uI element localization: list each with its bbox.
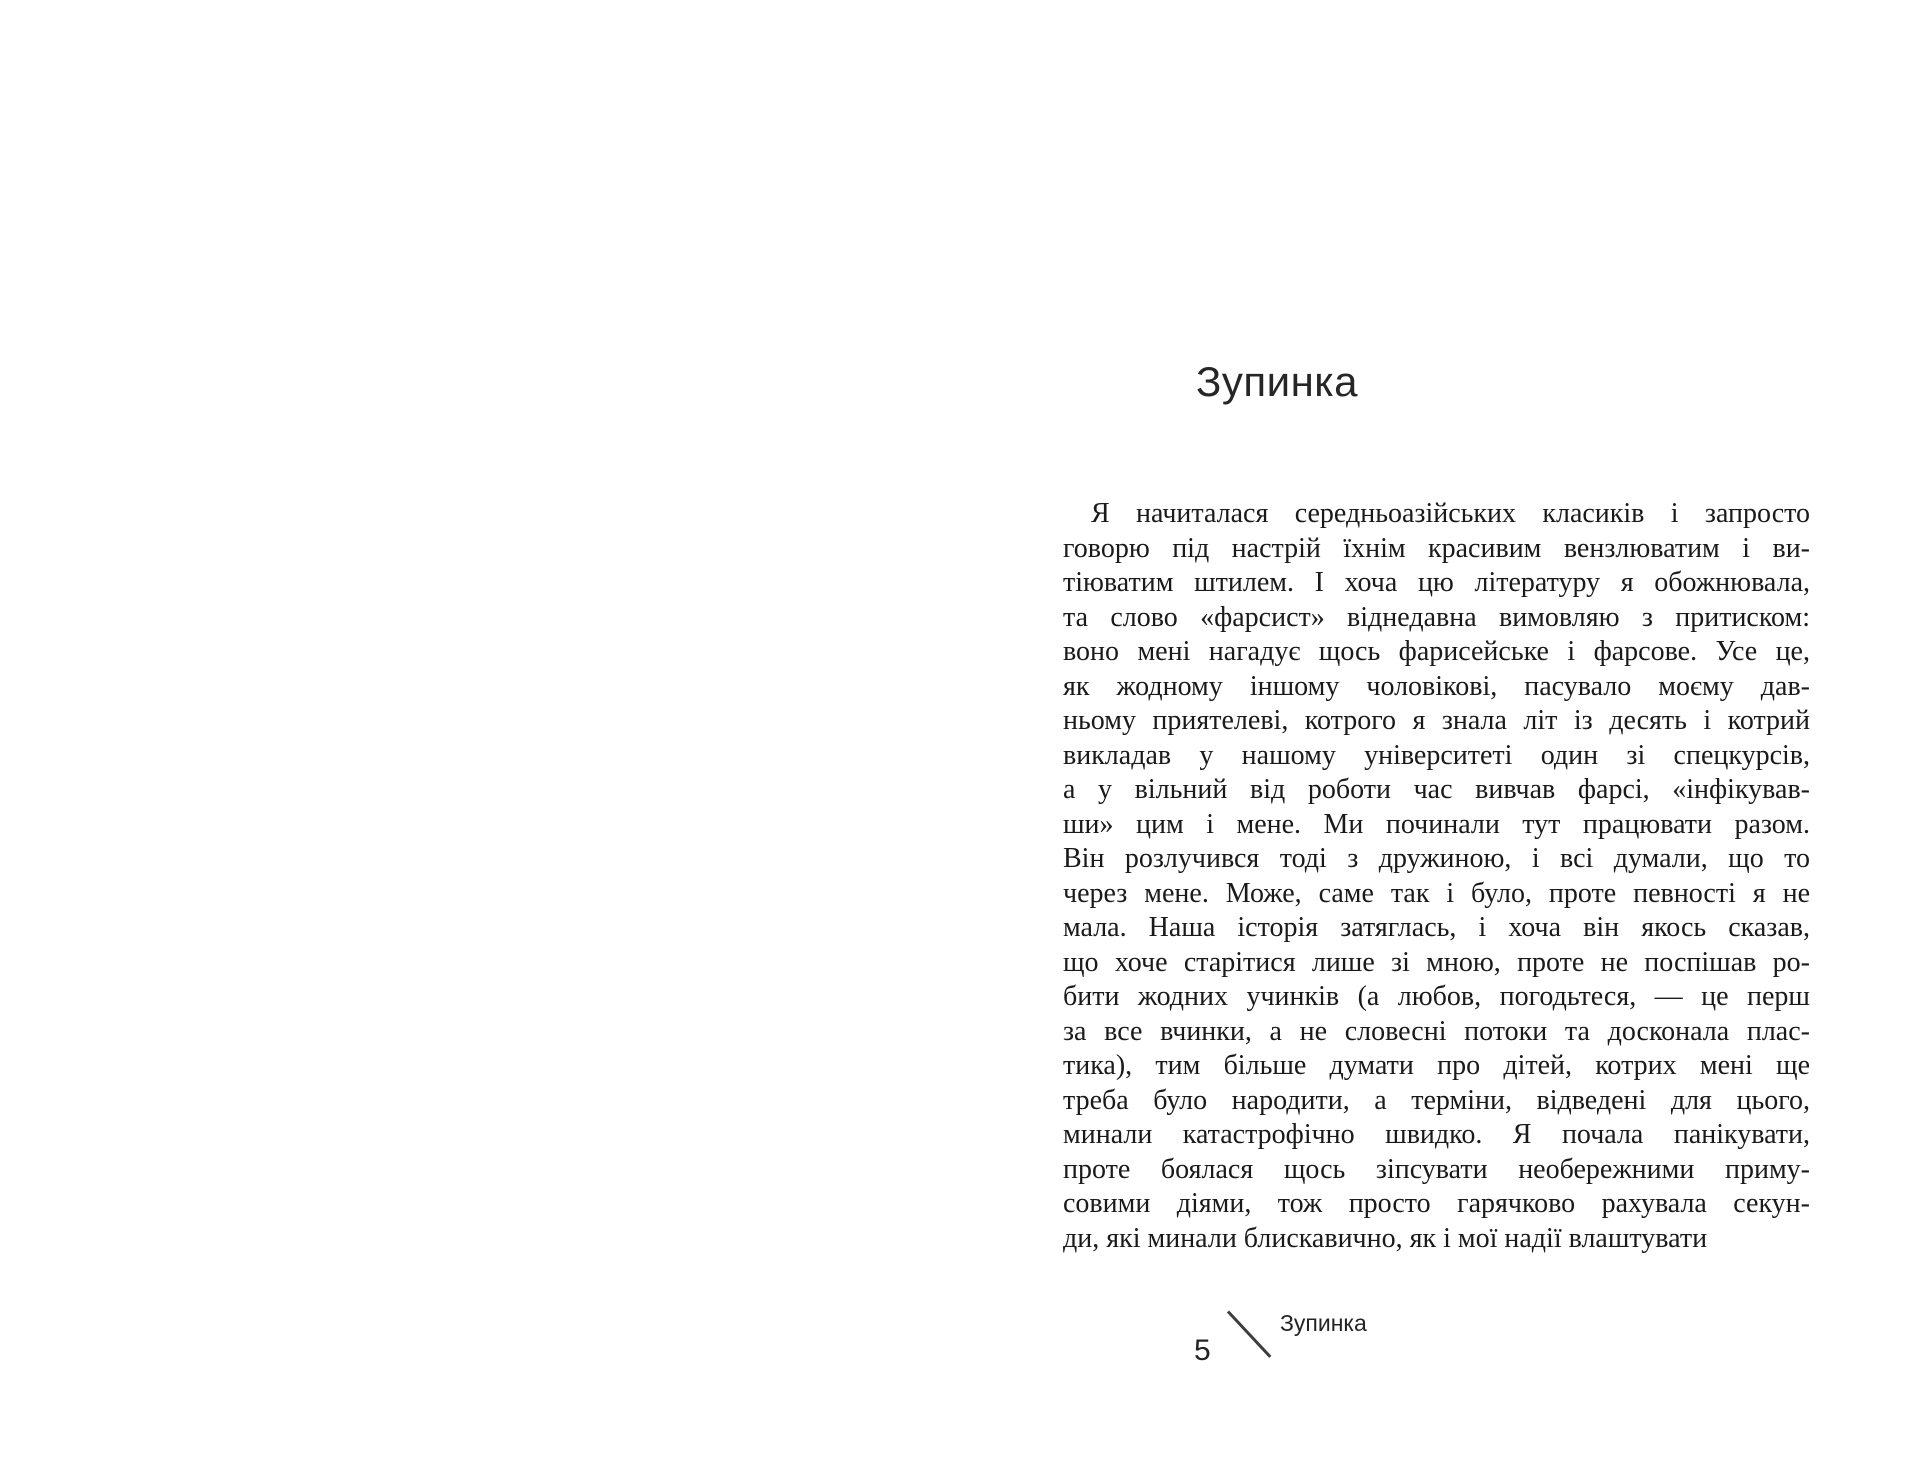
body-line: Він розлучився тоді з дружиною, і всі думали, що то	[1063, 843, 1810, 874]
chapter-title: Зупинка	[1196, 358, 1358, 405]
body-line: мала. Наша історія затяглась, і хоча він якось сказав,	[1063, 912, 1810, 943]
body-line: говорю під настрій їхнім красивим вензлюватим і ви-	[1063, 532, 1810, 564]
footer-chapter-label: Зупинка	[1280, 1310, 1367, 1336]
body-line: як жодному іншому чоловікові, пасувало моєму дав-	[1063, 670, 1810, 702]
diagonal-slash-line	[1227, 1310, 1271, 1357]
body-line: та слово «фарсист» віднедавна вимовляю з притиском:	[1063, 601, 1810, 633]
body-line: проте боялася щось зіпсувати необережними приму-	[1063, 1153, 1810, 1185]
body-line: через мене. Може, саме так і було, проте певності я не	[1063, 877, 1810, 909]
body-line: ди, які минали блискавично, як і мої надії влаштувати	[1063, 1222, 1708, 1254]
body-line: викладав у нашому університеті один зі спецкурсів,	[1063, 739, 1810, 771]
body-paragraph	[1063, 497, 1810, 1256]
body-line: совими діями, тож просто гарячково рахувала секун-	[1063, 1188, 1810, 1219]
body-line: за все вчинки, а не словесні потоки та досконала плас-	[1063, 1015, 1810, 1047]
body-line: що хоче старітися лише зі мною, проте не поспішав ро-	[1063, 946, 1810, 978]
body-line: ньому приятелеві, котрого я знала літ із десять і котрий	[1063, 705, 1810, 736]
body-line: треба було народити, а терміни, відведені для цього,	[1063, 1084, 1810, 1116]
body-line: тика), тим більше думати про дітей, котрих мені ще	[1063, 1050, 1810, 1081]
body-line: минали катастрофічно швидко. Я почала панікувати,	[1063, 1119, 1810, 1150]
body-line: тіюватим штилем. І хоча цю літературу я обожнювала,	[1063, 567, 1810, 598]
body-line: а у вільний від роботи час вивчав фарсі, «інфікував-	[1063, 774, 1810, 805]
body-line: воно мені нагадує щось фарисейське і фарсове. Усе це,	[1063, 636, 1810, 667]
body-line: ши» цим і мене. Ми починали тут працювати разом.	[1063, 808, 1810, 840]
body-line: бити жодних учинків (а любов, погодьтеся, — це перш	[1063, 981, 1810, 1012]
page-number: 5	[1194, 1334, 1211, 1367]
body-line: Я начиталася середньоазійських класиків і запросто	[1091, 498, 1810, 529]
